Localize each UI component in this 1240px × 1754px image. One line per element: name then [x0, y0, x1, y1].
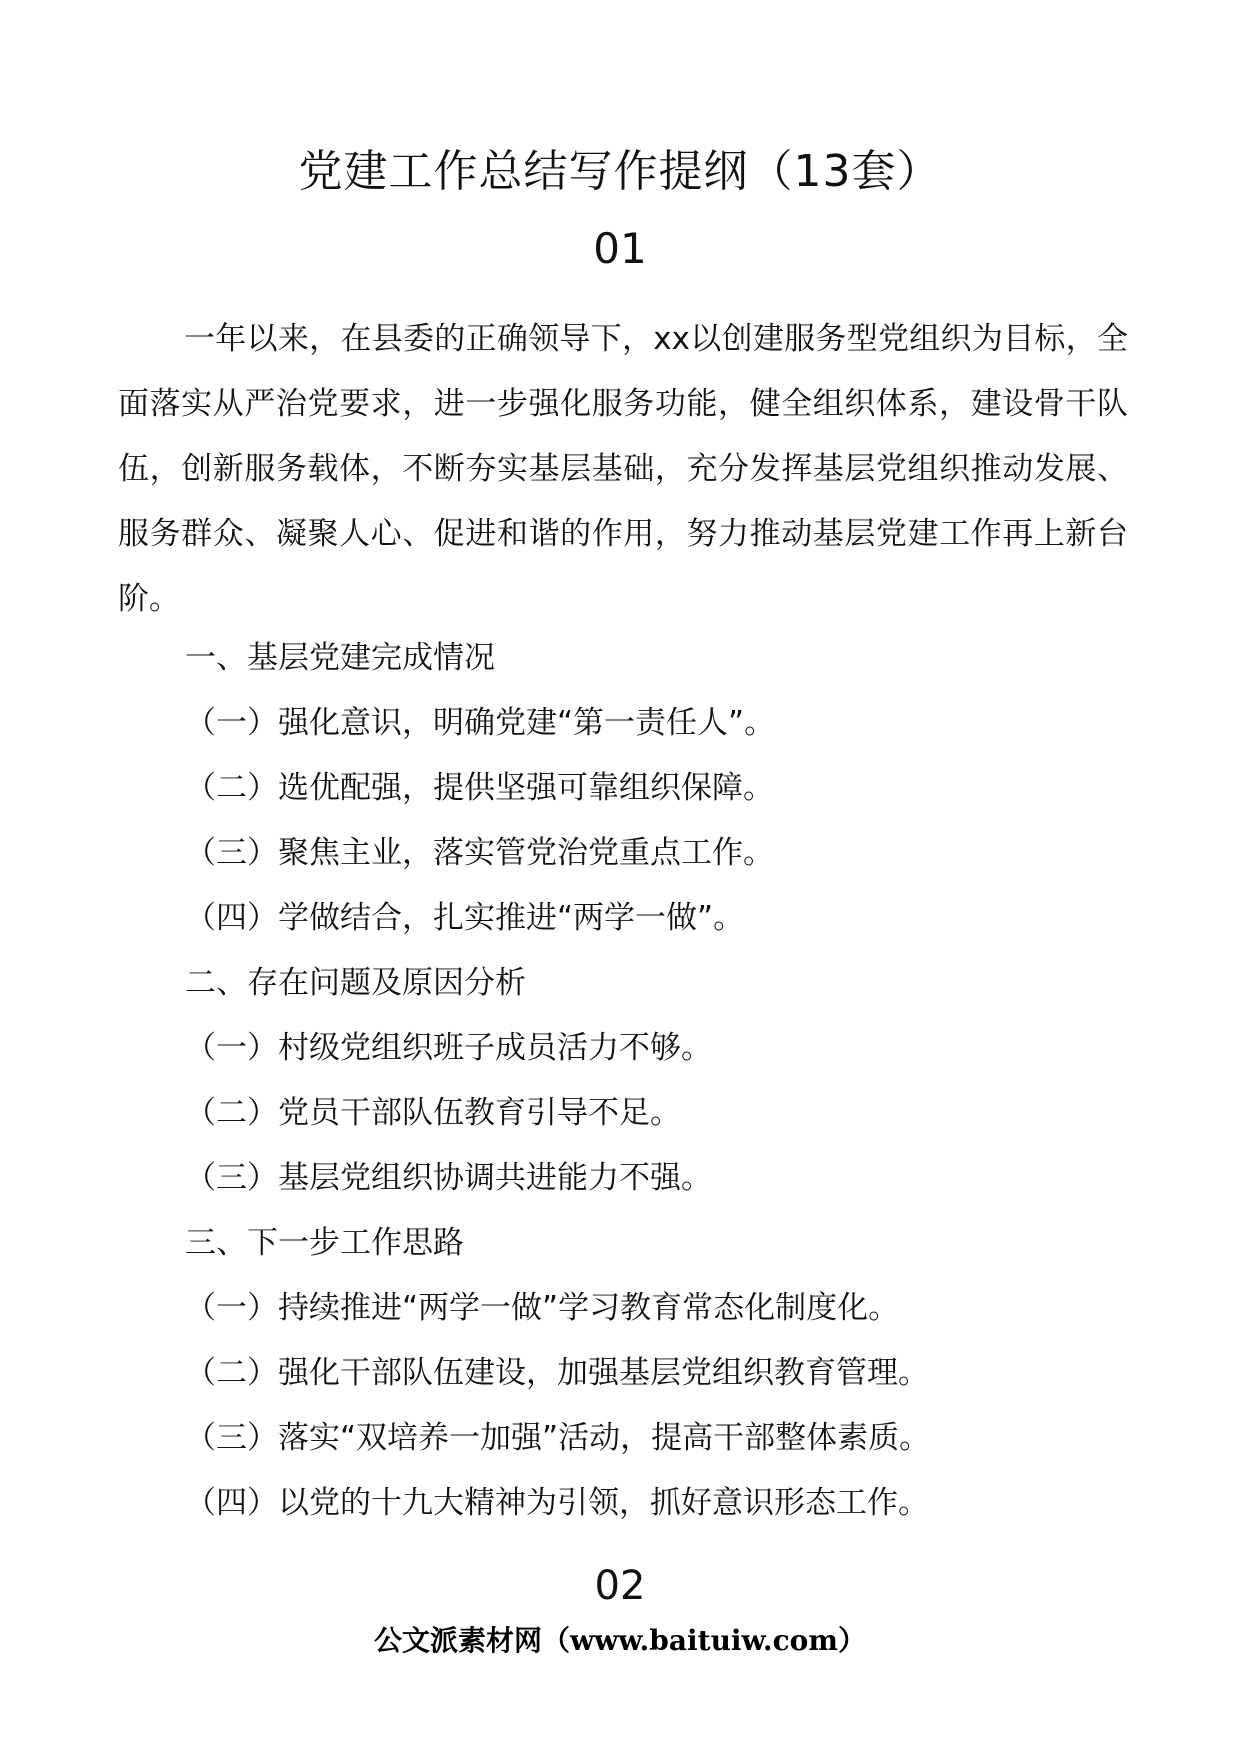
- outline-item: （四）以党的十九大精神为引领，抓好意识形态工作。: [185, 1485, 929, 1521]
- outline-list: [185, 626, 1145, 1536]
- outline-item: （三）落实“双培养一加强”活动，提高干部整体素质。: [185, 1420, 931, 1456]
- document-title: 党建工作总结写作提纲（13套）: [298, 146, 942, 197]
- section-number: 01: [593, 224, 647, 273]
- outline-item: （一）村级党组织班子成员活力不够。: [185, 1030, 712, 1066]
- next-section-number: 02: [594, 1563, 646, 1609]
- outline-item: （三）聚焦主业，落实管党治党重点工作。: [185, 835, 774, 871]
- outline-item: （二）强化干部队伍建设，加强基层党组织教育管理。: [185, 1355, 929, 1391]
- intro-paragraph: 一年以来，在县委的正确领导下，xx以创建服务型党组织为目标，全面落实从严治党要求，进一步强化服务功能，健全组织体系，建设骨干队伍，创新服务载体，不断夯实基层基础，充分发挥基层党组织推动发展、服务群众、凝聚人心、促进和谐的作用，努力推动基层党建工作再上新台阶。: [118, 321, 1128, 617]
- outline-item: （一）强化意识，明确党建“第一责任人”。: [185, 705, 776, 741]
- outline-heading: 二、存在问题及原因分析: [185, 965, 526, 1001]
- outline-item: （四）学做结合，扎实推进“两学一做”。: [185, 900, 745, 936]
- outline-item: （二）选优配强，提供坚强可靠组织保障。: [185, 770, 774, 806]
- outline-heading: 一、基层党建完成情况: [185, 640, 495, 676]
- outline-item: （二）党员干部队伍教育引导不足。: [185, 1095, 681, 1131]
- source-footer: 公文派素材网（www.baituiw.com）: [374, 1624, 866, 1657]
- outline-item: （一）持续推进“两学一做”学习教育常态化制度化。: [185, 1290, 900, 1326]
- outline-heading: 三、下一步工作思路: [185, 1225, 464, 1261]
- outline-item: （三）基层党组织协调共进能力不强。: [185, 1160, 712, 1196]
